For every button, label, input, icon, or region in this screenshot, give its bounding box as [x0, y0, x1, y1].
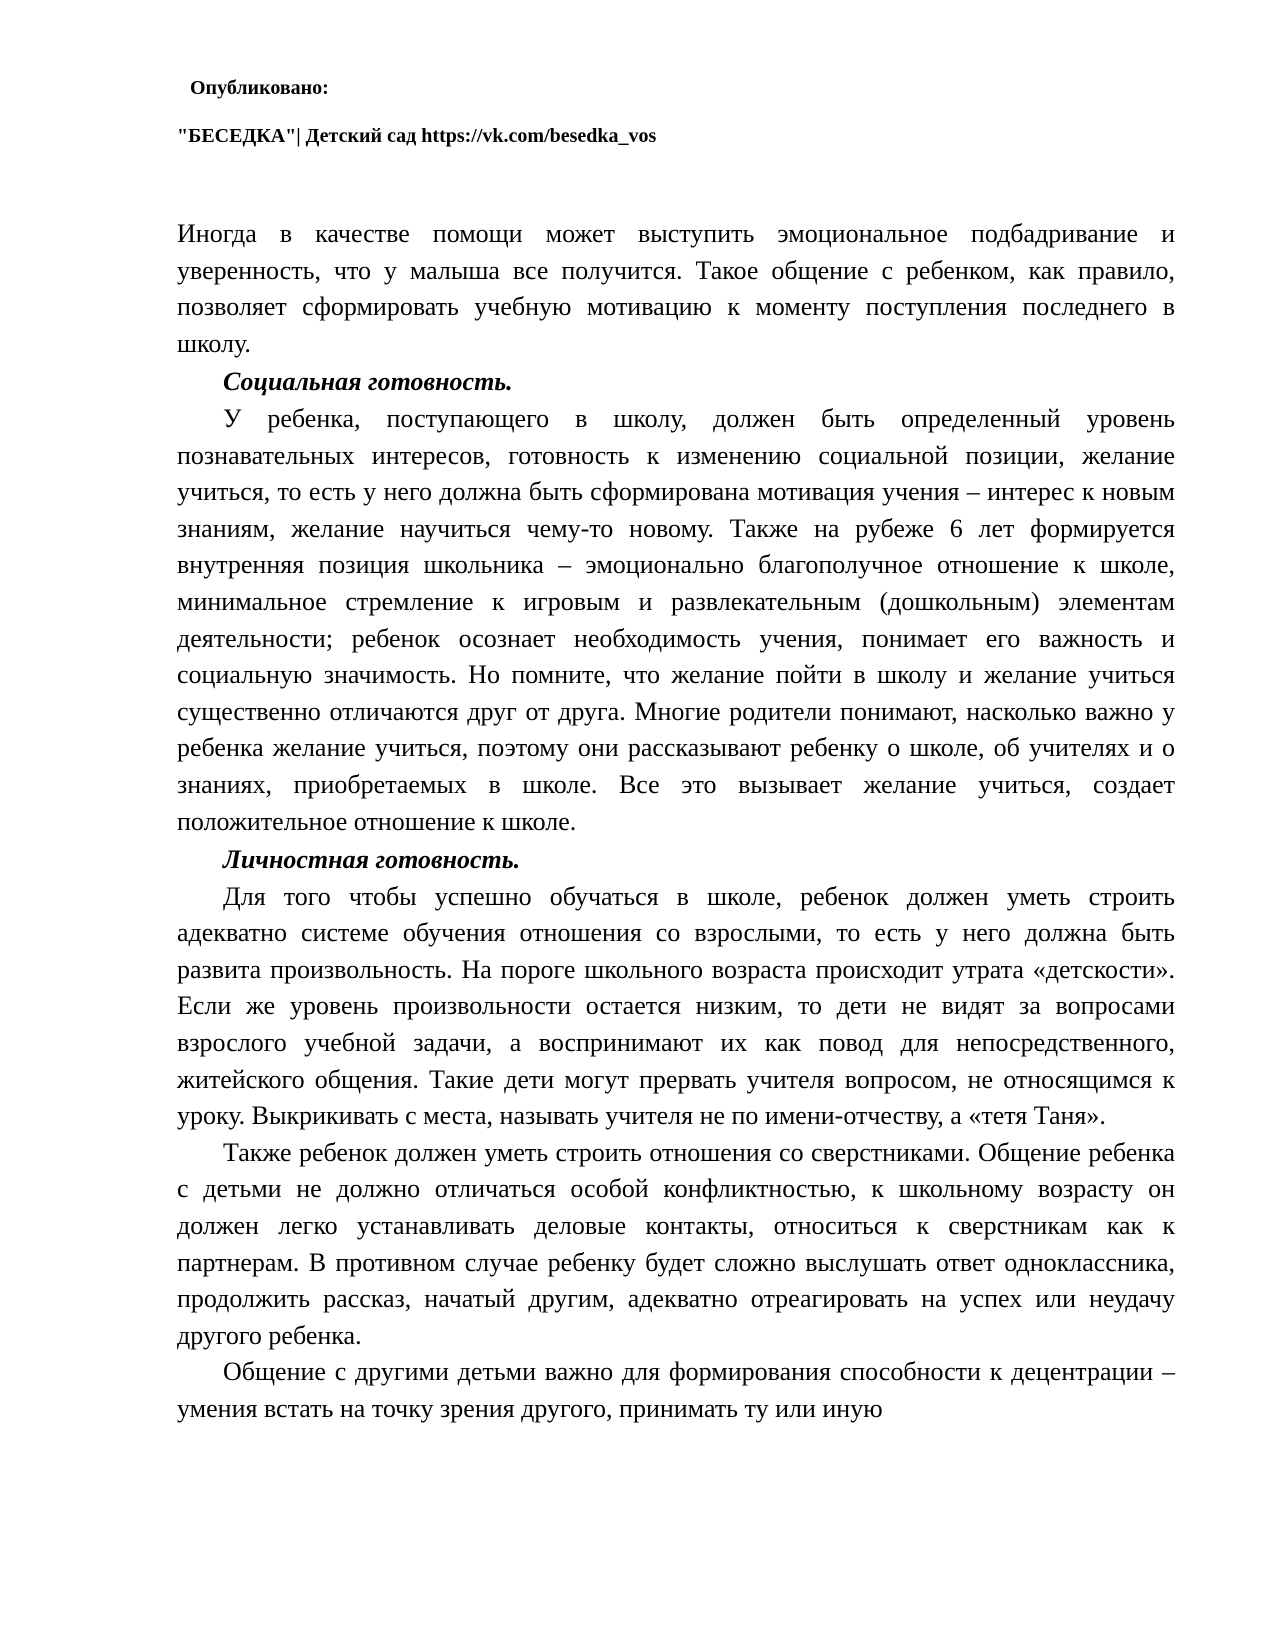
- published-label: Опубликовано:: [190, 77, 329, 99]
- heading-social-readiness: Социальная готовность.: [223, 367, 513, 397]
- paragraph-social-readiness: У ребенка, поступающего в школу, должен быть определенный уровень познавательных интересов, готовность к изменению социальной позиции, желание учиться, то есть у него должна быть сформирована мотивация учения – интерес к новым знаниям, желание научиться чему-то новому. Также на рубеже 6 лет формируется внутренняя позиция школьника – эмоционально благополучное отношение к школе, минимальное стремление к игровым и развлекательным (дошкольным) элементам деятельности; ребенок осознает необходимость учения, понимает его важность и социальную значимость. Но помните, что желание пойти в школу и желание учиться существенно отличаются друг от друга. Многие родители понимают, насколько важно у ребенка желание учиться, поэтому они рассказывают ребенку о школе, об учителях и о знаниях, приобретаемых в школе. Все это вызывает желание учиться, создает положительное отношение к школе.: [177, 403, 1175, 836]
- paragraph-personal-readiness-2: Также ребенок должен уметь строить отношения со сверстниками. Общение ребенка с детьми не должно отличаться особой конфликтностью, к школьному возрасту он должен легко устанавливать деловые контакты, относиться к сверстникам как к партнерам. В противном случае ребенку будет сложно выслушать ответ одноклассника, продолжить рассказ, начатый другим, адекватно отреагировать на успех или неудачу другого ребенка.: [177, 1137, 1175, 1350]
- paragraph-personal-readiness-1: Для того чтобы успешно обучаться в школе, ребенок должен уметь строить адекватно системе обучения отношения со взрослыми, то есть у него должна быть развита произвольность. На пороге школьного возраста происходит утрата «детскости». Если же уровень произвольности остается низким, то дети не видят за вопросами взрослого учебной задачи, а воспринимают их как повод для непосредственного, житейского общения. Такие дети могут прервать учителя вопросом, не относящимся к уроку. Выкрикивать с места, называть учителя не по имени-отчеству, а «тетя Таня».: [177, 881, 1175, 1131]
- document-body: [177, 216, 1175, 1428]
- paragraph-intro: Иногда в качестве помощи может выступить эмоциональное подбадривание и уверенность, что у малыша все получится. Такое общение с ребенком, как правило, позволяет сформировать учебную мотивацию к моменту поступления последнего в школу.: [177, 219, 1175, 358]
- heading-personal-readiness: Личностная готовность.: [223, 845, 521, 875]
- paragraph-personal-readiness-3: Общение с другими детьми важно для формирования способности к децентрации – умения встать на точку зрения другого, принимать ту или иную: [177, 1357, 1175, 1423]
- source-line: "БЕСЕДКА"| Детский сад https://vk.com/besedka_vos: [177, 125, 657, 147]
